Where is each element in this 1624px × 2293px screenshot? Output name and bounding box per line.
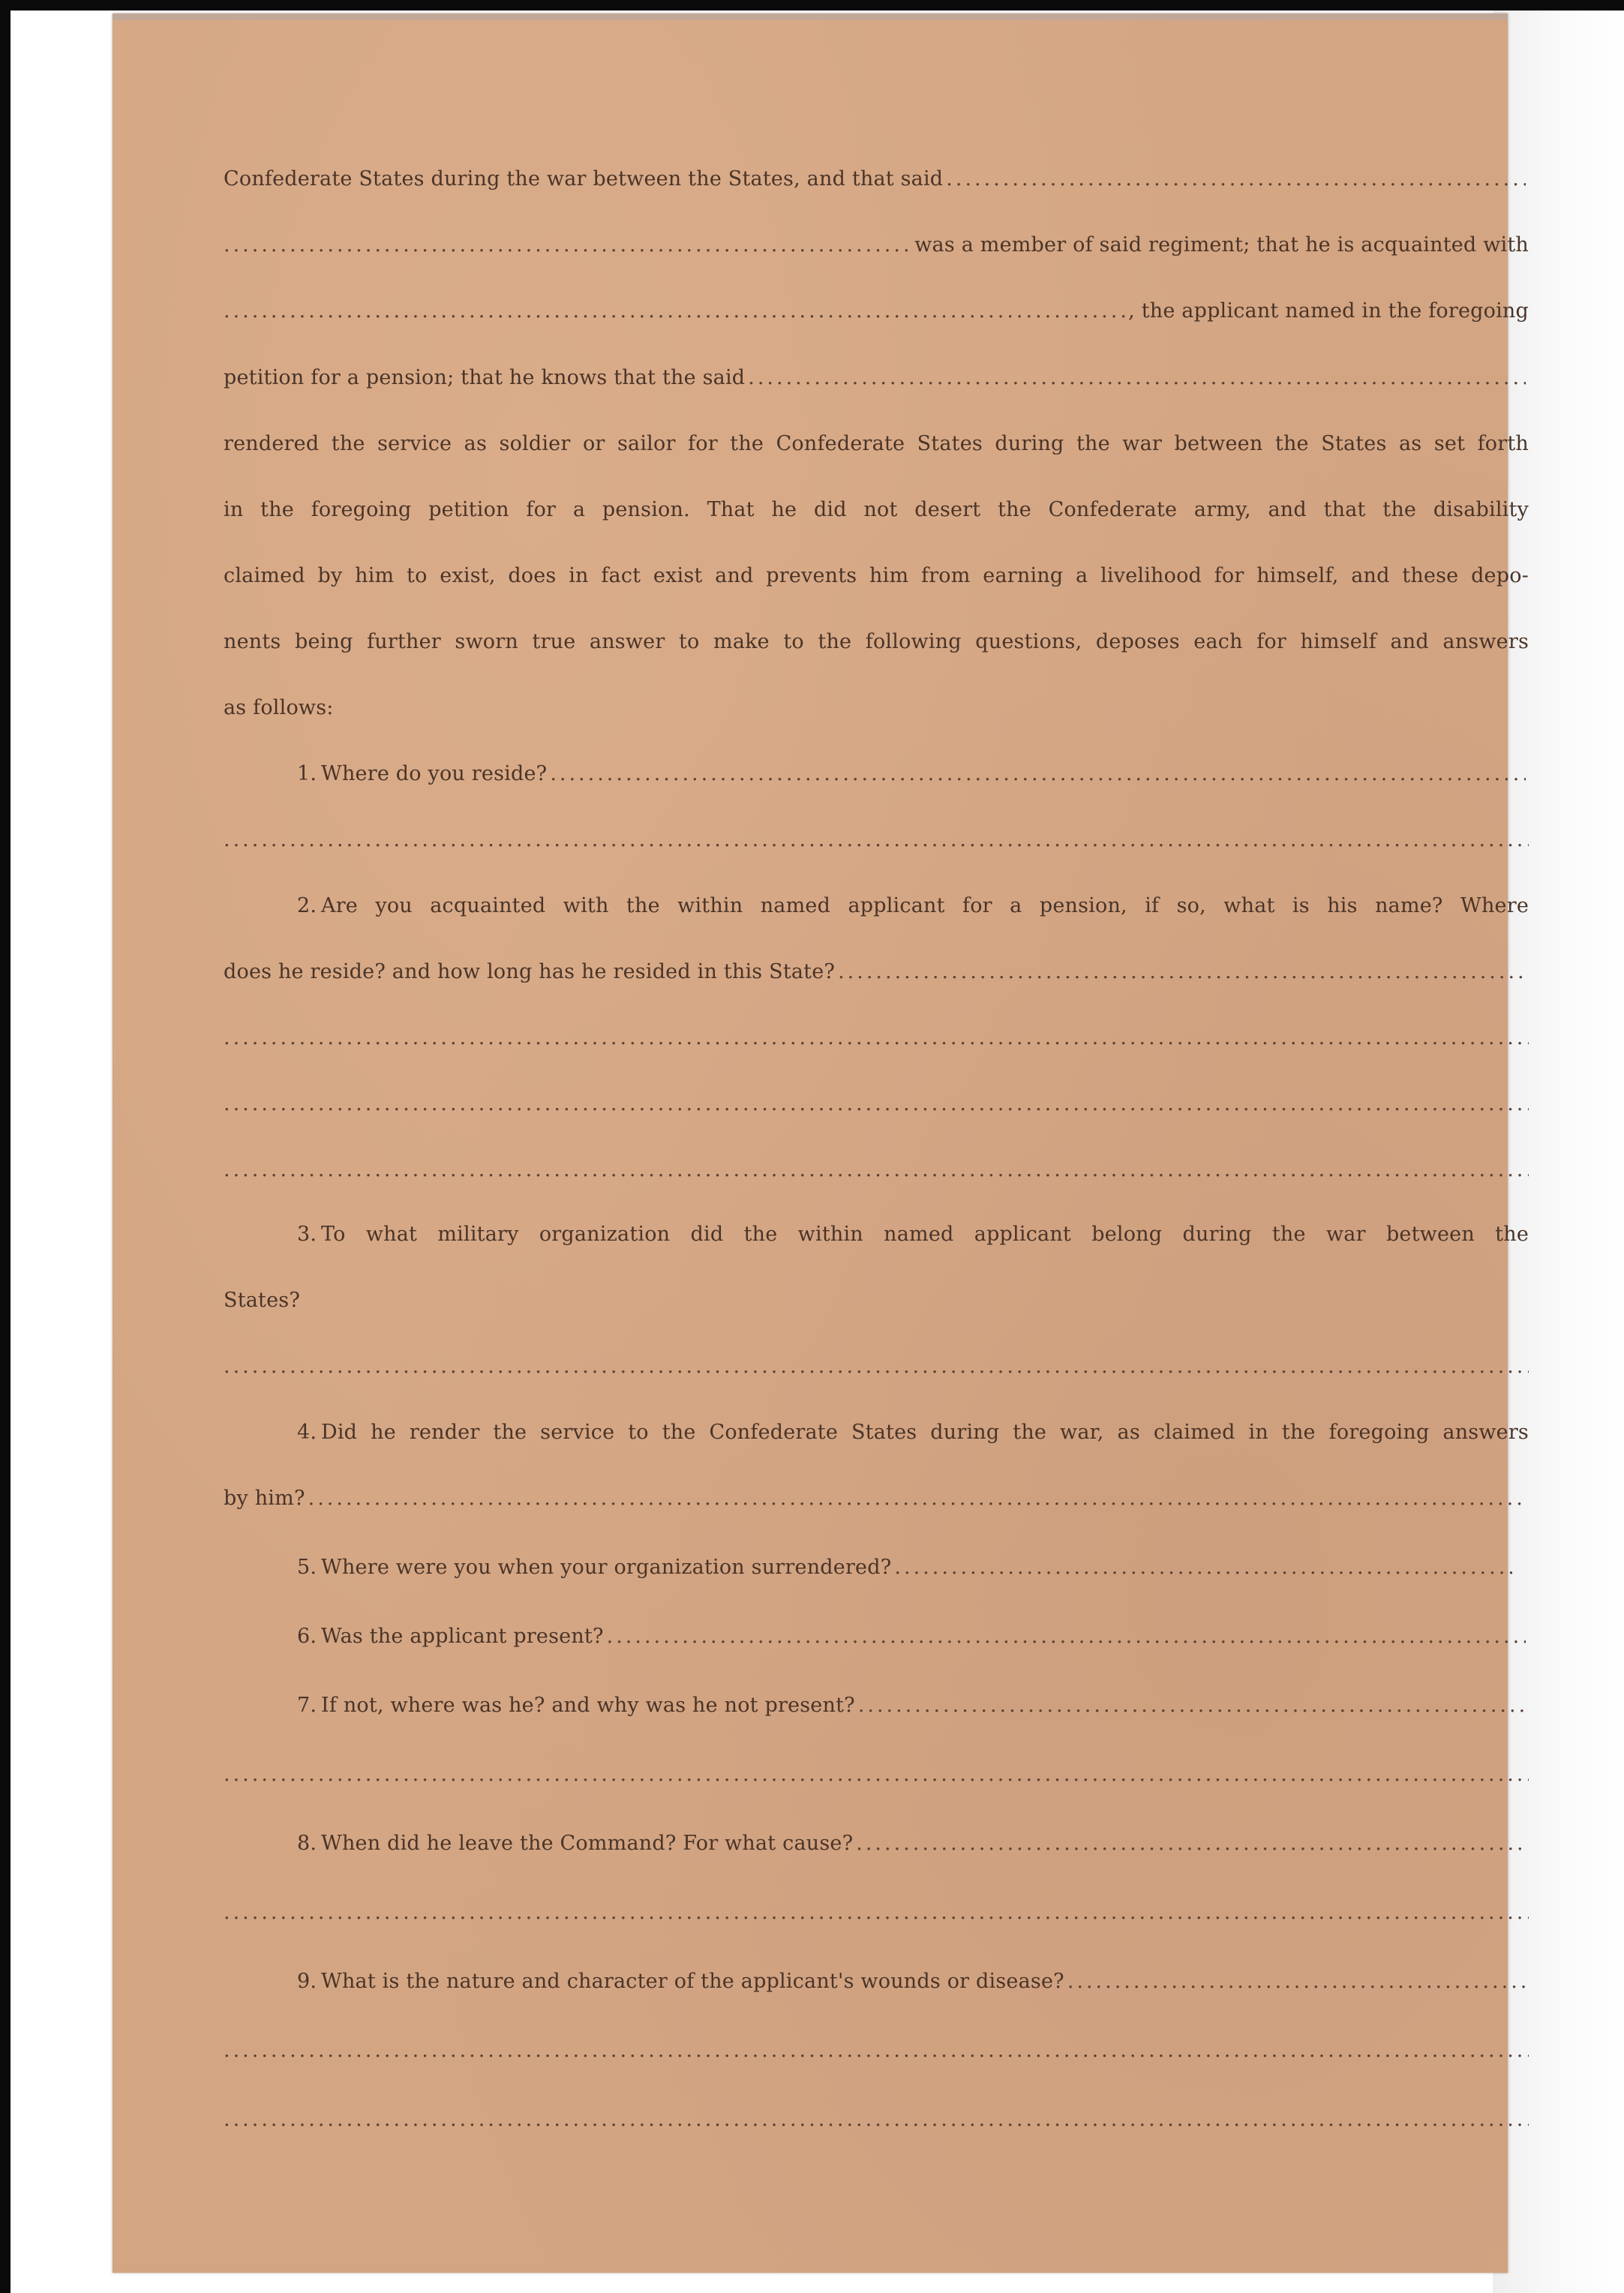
answer-blank[interactable]	[856, 1832, 1526, 1855]
question-4-cont	[224, 1487, 1529, 1510]
question-text: by him?	[224, 1487, 305, 1510]
form-line-1	[224, 167, 1529, 191]
fill-in-blank[interactable]	[946, 167, 1526, 191]
answer-line[interactable]	[224, 1092, 1529, 1115]
answer-blank[interactable]	[224, 1026, 1529, 1049]
form-line-7	[224, 564, 1529, 587]
question-number: 5.	[297, 1556, 317, 1579]
question-4	[224, 1421, 1529, 1444]
answer-blank[interactable]	[224, 1901, 1529, 1924]
question-number: 9.	[297, 1970, 317, 1993]
plastic-sleeve	[1493, 11, 1624, 2293]
question-number: 3.	[297, 1223, 317, 1246]
form-line-4	[224, 366, 1529, 389]
question-5	[224, 1556, 1515, 1579]
answer-blank[interactable]	[858, 1694, 1526, 1717]
form-line-8	[224, 630, 1529, 653]
question-9	[224, 1970, 1529, 1993]
pension-form-page	[113, 14, 1529, 2273]
form-text: nents being further sworn true answer to make to the following questions, deposes each for himself and answers	[224, 630, 1529, 653]
answer-blank[interactable]	[224, 828, 1529, 851]
question-text: Are you acquainted with the within named applicant for a pension, if so, what is his name? Where	[321, 894, 1529, 917]
answer-line[interactable]	[224, 2108, 1529, 2131]
fill-in-blank[interactable]	[748, 366, 1526, 389]
question-text: What is the nature and character of the applicant's wounds or disease?	[321, 1970, 1064, 1993]
question-text: To what military organization did the within named applicant belong during the war between the	[321, 1223, 1529, 1246]
question-text: If not, where was he? and why was he not present?	[321, 1694, 855, 1717]
form-line-3	[224, 299, 1529, 323]
answer-blank[interactable]	[224, 2039, 1529, 2062]
answer-blank[interactable]	[607, 1625, 1526, 1648]
question-text: States?	[224, 1289, 301, 1312]
question-6	[224, 1625, 1529, 1648]
form-line-2	[224, 233, 1529, 257]
answer-blank[interactable]	[838, 960, 1526, 983]
form-text: as follows:	[224, 696, 334, 719]
question-number: 7.	[297, 1694, 317, 1717]
form-line-9	[224, 696, 1529, 719]
question-text: When did he leave the Command? For what cause?	[321, 1832, 854, 1855]
scan-left-border	[0, 0, 11, 2293]
form-text: in the foregoing petition for a pension. That he did not desert the Confederate army, and that the disability	[224, 498, 1529, 521]
form-text: , the applicant named in the foregoing	[1128, 299, 1529, 323]
form-line-5	[224, 432, 1529, 455]
question-2-cont	[224, 960, 1529, 983]
form-text: rendered the service as soldier or sailor for the Confederate States during the war between the States as set forth	[224, 432, 1529, 455]
question-3-cont	[224, 1289, 1529, 1312]
question-number: 6.	[297, 1625, 317, 1648]
form-text: claimed by him to exist, does in fact exist and prevents him from earning a livelihood for himself, and these depo-	[224, 564, 1529, 587]
question-7	[224, 1694, 1529, 1717]
question-8	[224, 1832, 1529, 1855]
answer-line[interactable]	[224, 1763, 1529, 1786]
question-1	[224, 762, 1529, 785]
question-text: does he reside? and how long has he resided in this State?	[224, 960, 836, 983]
answer-line[interactable]	[224, 1026, 1529, 1049]
answer-blank[interactable]	[894, 1556, 1512, 1579]
question-text: Where do you reside?	[321, 762, 548, 785]
paper-top-edge	[113, 14, 1508, 20]
question-text: Did he render the service to the Confederate States during the war, as claimed in the foregoing answers	[321, 1421, 1529, 1444]
answer-blank[interactable]	[224, 1763, 1529, 1786]
answer-blank[interactable]	[308, 1487, 1526, 1510]
answer-line[interactable]	[224, 2039, 1529, 2062]
answer-line[interactable]	[224, 1158, 1529, 1181]
fill-in-blank[interactable]	[224, 233, 911, 257]
scan-top-border	[0, 0, 1624, 11]
answer-line[interactable]	[224, 1901, 1529, 1924]
answer-blank[interactable]	[1067, 1970, 1526, 1993]
answer-blank[interactable]	[224, 1092, 1529, 1115]
answer-line[interactable]	[224, 828, 1529, 851]
question-number: 4.	[297, 1421, 317, 1444]
question-3	[224, 1223, 1529, 1246]
question-text: Was the applicant present?	[321, 1625, 604, 1648]
question-number: 2.	[297, 894, 317, 917]
form-text: petition for a pension; that he knows that the said	[224, 366, 746, 389]
question-text: Where were you when your organization surrendered?	[321, 1556, 892, 1579]
form-text: Confederate States during the war between the States, and that said	[224, 167, 944, 191]
answer-blank[interactable]	[224, 2108, 1529, 2131]
answer-blank[interactable]	[224, 1355, 1529, 1378]
answer-blank[interactable]	[224, 1158, 1529, 1181]
question-2	[224, 894, 1529, 917]
fill-in-blank[interactable]	[224, 299, 1128, 323]
form-text: was a member of said regiment; that he is acquainted with	[914, 233, 1529, 257]
question-number: 8.	[297, 1832, 317, 1855]
question-number: 1.	[297, 762, 317, 785]
answer-blank[interactable]	[550, 762, 1526, 785]
answer-line[interactable]	[224, 1355, 1529, 1378]
form-line-6	[224, 498, 1529, 521]
